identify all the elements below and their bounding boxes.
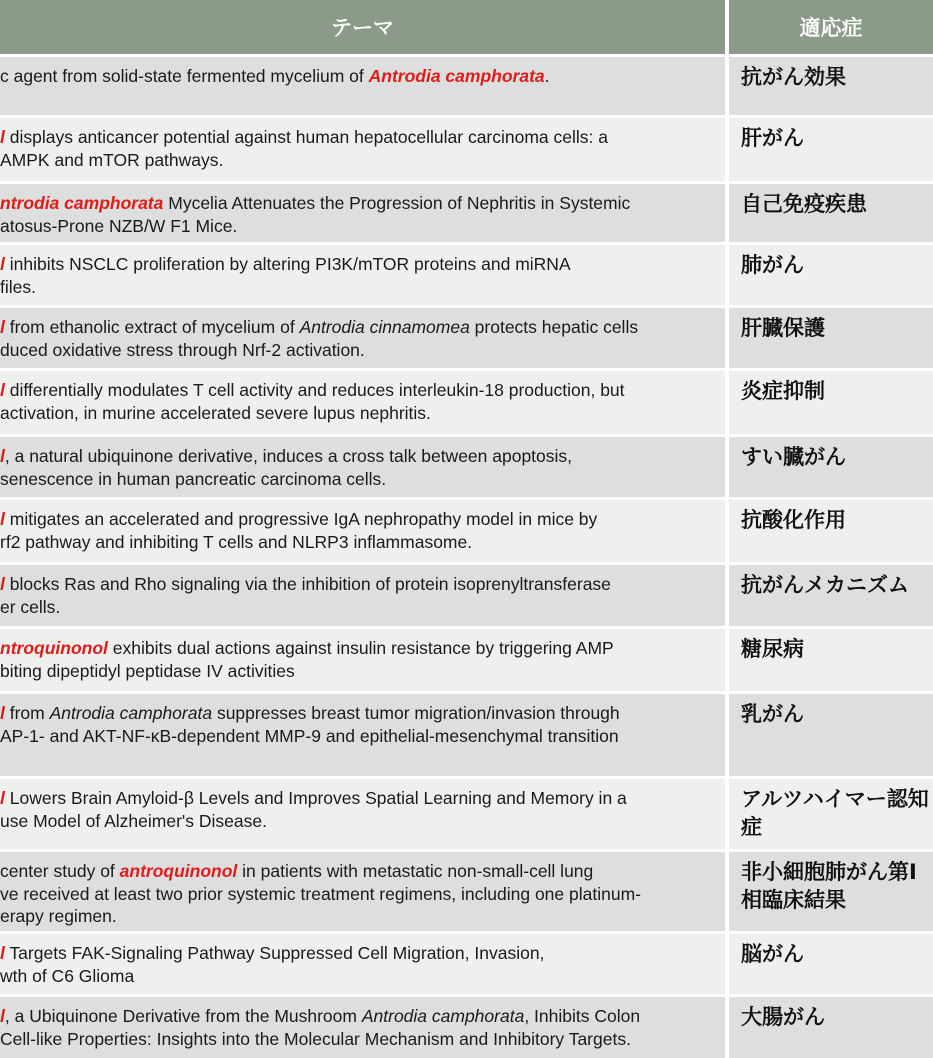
theme-line [0,531,717,554]
theme-cell [0,118,725,181]
theme-text: from ethanolic extract of mycelium of [4,317,300,337]
theme-cell [0,934,725,994]
theme-cell [0,437,725,497]
theme-text: Mycelia Attenuates the Progression of Nephritis in Systemic [163,193,631,213]
theme-line [0,787,717,810]
theme-text: AMPK and mTOR pathways. [0,149,224,170]
species-name: Antrodia cinnamomea [299,317,470,337]
theme-text: wth of C6 Glioma [0,965,135,986]
theme-cell [0,565,725,626]
indication-cell: すい臓がん [729,437,933,497]
highlighted-term: l [0,703,5,723]
theme-text: duced oxidative stress through Nrf-2 activation. [0,339,365,360]
theme-line [0,215,717,238]
theme-line [0,508,717,531]
theme-line [0,810,717,833]
species-name: Antrodia camphorata [49,703,213,723]
theme-text: ve received at least two prior systemic treatment regimens, including one platinum- [0,883,641,904]
theme-line [0,637,717,660]
theme-text: rf2 pathway and inhibiting T cells and NLRP3 inflammasome. [0,531,473,552]
theme-text: , a Ubiquinone Derivative from the Mushroom [4,1006,362,1026]
indication-cell: 糖尿病 [729,629,933,691]
theme-text: , Inhibits Colon [524,1006,641,1026]
table-row [0,54,933,115]
theme-cell [0,57,725,115]
table-row [0,931,933,994]
theme-line [0,702,717,725]
theme-line [0,253,717,276]
theme-text: c agent from solid-state fermented mycelium of [0,66,369,86]
indication-cell: 脳がん [729,934,933,994]
theme-cell [0,997,725,1058]
theme-text: Targets FAK-Signaling Pathway Suppressed Cell Migration, Invasion, [4,943,545,963]
theme-line [0,1028,717,1051]
theme-text: from [4,703,50,723]
theme-text: blocks Ras and Rho signaling via the inhibition of protein isoprenyltransferase [4,574,611,594]
table-row [0,497,933,562]
indication-cell: 肝臓保護 [729,308,933,368]
theme-cell [0,852,725,931]
theme-line [0,725,717,748]
theme-cell [0,308,725,368]
indication-cell: 抗酸化作用 [729,500,933,562]
indication-cell: 非小細胞肺がん第Ⅰ相臨床結果 [729,852,933,931]
theme-cell [0,371,725,434]
theme-line [0,883,717,906]
table-row [0,691,933,776]
highlighted-term: l [0,317,5,337]
theme-line [0,445,717,468]
theme-line [0,149,717,172]
theme-line [0,596,717,619]
theme-line [0,660,717,683]
theme-text: biting dipeptidyl peptidase IV activities [0,660,295,681]
table-row [0,368,933,434]
theme-text: files. [0,276,36,297]
theme-line [0,126,717,149]
theme-cell [0,629,725,691]
theme-text: Cell-like Properties: Insights into the Molecular Mechanism and Inhibitory Targets. [0,1028,631,1049]
theme-text: , a natural ubiquinone derivative, induces a cross talk between apoptosis, [4,446,573,466]
theme-text: . [544,66,550,86]
theme-line [0,65,717,88]
theme-text: erapy regimen. [0,906,117,926]
theme-line [0,905,717,928]
table-row [0,115,933,181]
theme-text: use Model of Alzheimer's Disease. [0,810,267,831]
highlighted-term: l [0,788,5,808]
theme-line [0,860,717,883]
highlighted-term: ntrodia camphorata [0,193,164,213]
table-row [0,776,933,849]
theme-text: center study of [0,861,120,881]
highlighted-term: Antrodia camphorata [368,66,545,86]
theme-text: in patients with metastatic non-small-cell lung [237,861,594,881]
theme-line [0,339,717,362]
theme-text: er cells. [0,596,61,617]
theme-text: senescence in human pancreatic carcinoma cells. [0,468,387,489]
theme-line [0,573,717,596]
theme-line [0,379,717,402]
table-row [0,242,933,305]
highlighted-term: l [0,509,5,529]
theme-line [0,192,717,215]
table-header [0,0,933,54]
theme-cell [0,184,725,242]
indication-cell: 大腸がん [729,997,933,1058]
indication-cell: 抗がん効果 [729,57,933,115]
theme-text: displays anticancer potential against human hepatocellular carcinoma cells: a [4,127,608,147]
theme-line [0,468,717,491]
table-row [0,849,933,931]
theme-text: atosus-Prone NZB/W F1 Mice. [0,215,238,236]
highlighted-term: l [0,1006,5,1026]
theme-cell [0,245,725,305]
highlighted-term: l [0,446,5,466]
indication-column-header: 適応症 [729,0,933,54]
theme-line [0,942,717,965]
theme-text: AP-1- and AKT-NF-κB-dependent MMP-9 and epithelial-mesenchymal transition [0,725,619,746]
table-row [0,626,933,691]
theme-text: exhibits dual actions against insulin resistance by triggering AMP [107,638,614,658]
highlighted-term: l [0,943,5,963]
theme-cell [0,500,725,562]
theme-text: inhibits NSCLC proliferation by altering PI3K/mTOR proteins and miRNA [4,254,571,274]
theme-column-header: テーマ [0,0,725,54]
highlighted-term: l [0,574,5,594]
indication-cell: 肝がん [729,118,933,181]
indication-cell: 乳がん [729,694,933,776]
table-row [0,994,933,1058]
theme-text: suppresses breast tumor migration/invasion through [212,703,620,723]
theme-cell [0,779,725,849]
theme-line [0,316,717,339]
theme-line [0,276,717,299]
indication-cell: アルツハイマー認知症 [729,779,933,849]
theme-line [0,402,717,425]
table-row [0,562,933,626]
theme-text: mitigates an accelerated and progressive IgA nephropathy model in mice by [4,509,598,529]
theme-text: activation, in murine accelerated severe lupus nephritis. [0,402,431,423]
indication-cell: 肺がん [729,245,933,305]
highlighted-term: l [0,127,5,147]
highlighted-term: ntroquinonol [0,638,108,658]
table-body [0,54,933,1058]
table-row [0,305,933,368]
highlighted-term: antroquinonol [119,861,238,881]
indication-cell: 抗がんメカニズム [729,565,933,626]
highlighted-term: l [0,254,5,274]
table-row [0,181,933,242]
indication-cell: 自己免疫疾患 [729,184,933,242]
indication-cell: 炎症抑制 [729,371,933,434]
theme-line [0,965,717,988]
theme-text: Lowers Brain Amyloid-β Levels and Improves Spatial Learning and Memory in a [4,788,627,808]
table-row [0,434,933,497]
theme-text: differentially modulates T cell activity and reduces interleukin-18 production, but [4,380,625,400]
highlighted-term: l [0,380,5,400]
theme-line [0,1005,717,1028]
species-name: Antrodia camphorata [361,1006,525,1026]
theme-cell [0,694,725,776]
theme-text: protects hepatic cells [469,317,639,337]
